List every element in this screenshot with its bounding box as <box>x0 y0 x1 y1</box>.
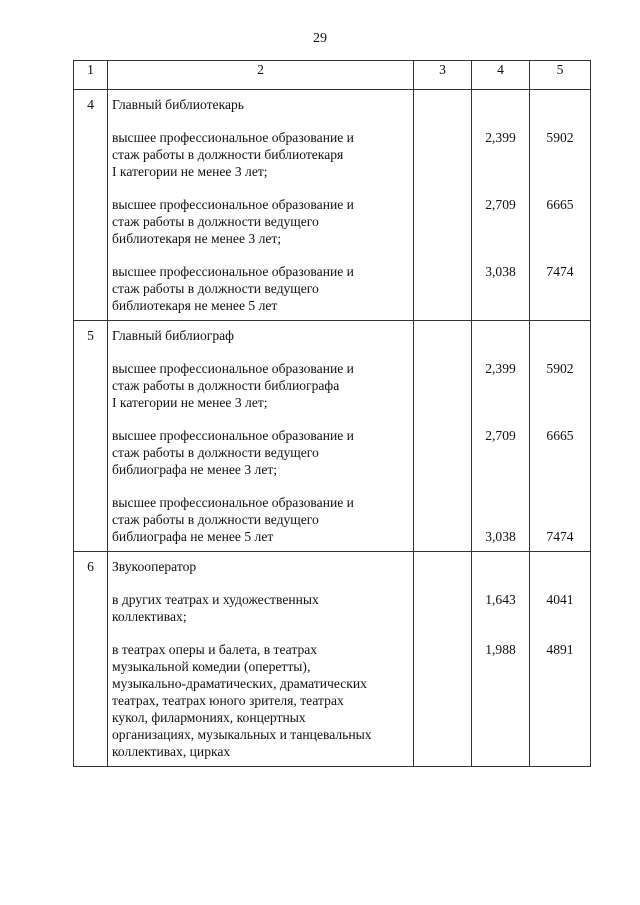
requirement-line: высшее профессиональное образование и <box>112 428 354 443</box>
requirement-line: стаж работы в должности ведущего <box>112 512 319 527</box>
table-row <box>74 552 591 767</box>
salary-value: 6665 <box>546 428 574 443</box>
position-title: Звукооператор <box>112 559 197 574</box>
salary-value: 4041 <box>546 592 574 607</box>
requirement-item <box>112 196 409 247</box>
salary-value: 5902 <box>546 361 574 376</box>
coefficient-cell <box>472 321 530 552</box>
position-title: Главный библиограф <box>112 328 234 343</box>
requirement-line: высшее профессиональное образование и <box>112 264 354 279</box>
requirement-item <box>112 360 409 411</box>
row-number: 5 <box>74 321 108 552</box>
position-description <box>108 321 414 552</box>
requirement-line: музыкально-драматических, драматических <box>112 676 367 691</box>
requirement-line: кукол, филармониях, концертных <box>112 710 306 725</box>
salary-value: 4891 <box>546 642 574 657</box>
salary-table <box>73 60 591 767</box>
requirement-line: коллективах, цирках <box>112 744 231 759</box>
requirement-line: стаж работы в должности ведущего <box>112 445 319 460</box>
coefficient-value: 1,988 <box>485 642 516 657</box>
requirement-line: библиографа не менее 5 лет <box>112 529 274 544</box>
salary-cell <box>530 552 591 767</box>
salary-cell <box>530 90 591 321</box>
salary-value: 6665 <box>546 197 574 212</box>
row-number: 6 <box>74 552 108 767</box>
coefficient-cell <box>472 90 530 321</box>
coefficient-value: 1,643 <box>485 592 516 607</box>
requirement-item <box>112 427 409 478</box>
requirement-item <box>112 641 409 760</box>
header-cell: 5 <box>530 61 591 90</box>
position-description <box>108 552 414 767</box>
requirement-line: I категории не менее 3 лет; <box>112 164 268 179</box>
requirement-line: театрах, театрах юного зрителя, театрах <box>112 693 344 708</box>
column-3-cell <box>414 321 472 552</box>
salary-value: 7474 <box>546 529 574 544</box>
requirement-line: стаж работы в должности библиографа <box>112 378 340 393</box>
requirement-line: высшее профессиональное образование и <box>112 197 354 212</box>
coefficient-value: 2,399 <box>485 130 516 145</box>
header-cell: 3 <box>414 61 472 90</box>
requirement-line: высшее профессиональное образование и <box>112 495 354 510</box>
requirement-line: высшее профессиональное образование и <box>112 130 354 145</box>
header-cell: 4 <box>472 61 530 90</box>
requirement-line: стаж работы в должности ведущего <box>112 281 319 296</box>
requirement-line: библиотекаря не менее 5 лет <box>112 298 278 313</box>
header-row <box>74 61 591 90</box>
coefficient-value: 3,038 <box>485 529 516 544</box>
coefficient-cell <box>472 552 530 767</box>
column-3-cell <box>414 552 472 767</box>
table-row <box>74 90 591 321</box>
requirement-line: стаж работы в должности библиотекаря <box>112 147 344 162</box>
coefficient-value: 2,399 <box>485 361 516 376</box>
position-title: Главный библиотекарь <box>112 97 245 112</box>
coefficient-value: 2,709 <box>485 197 516 212</box>
requirement-line: музыкальной комедии (оперетты), <box>112 659 311 674</box>
salary-cell <box>530 321 591 552</box>
requirement-line: в театрах оперы и балета, в театрах <box>112 642 318 657</box>
requirement-line: высшее профессиональное образование и <box>112 361 354 376</box>
page-number: 29 <box>313 31 327 46</box>
header-cell: 2 <box>108 61 414 90</box>
requirement-item <box>112 263 409 314</box>
header-cell: 1 <box>74 61 108 90</box>
requirement-line: организациях, музыкальных и танцевальных <box>112 727 372 742</box>
requirement-line: библиографа не менее 3 лет; <box>112 462 278 477</box>
row-number: 4 <box>74 90 108 321</box>
coefficient-value: 3,038 <box>485 264 516 279</box>
requirement-item <box>112 494 409 545</box>
requirement-item <box>112 591 409 625</box>
requirement-item <box>112 129 409 180</box>
table-row <box>74 321 591 552</box>
coefficient-value: 2,709 <box>485 428 516 443</box>
requirement-line: библиотекаря не менее 3 лет; <box>112 231 282 246</box>
requirement-line: стаж работы в должности ведущего <box>112 214 319 229</box>
salary-value: 7474 <box>546 264 574 279</box>
position-description <box>108 90 414 321</box>
requirement-line: в других театрах и художественных <box>112 592 319 607</box>
column-3-cell <box>414 90 472 321</box>
salary-value: 5902 <box>546 130 574 145</box>
requirement-line: коллективах; <box>112 609 187 624</box>
requirement-line: I категории не менее 3 лет; <box>112 395 268 410</box>
